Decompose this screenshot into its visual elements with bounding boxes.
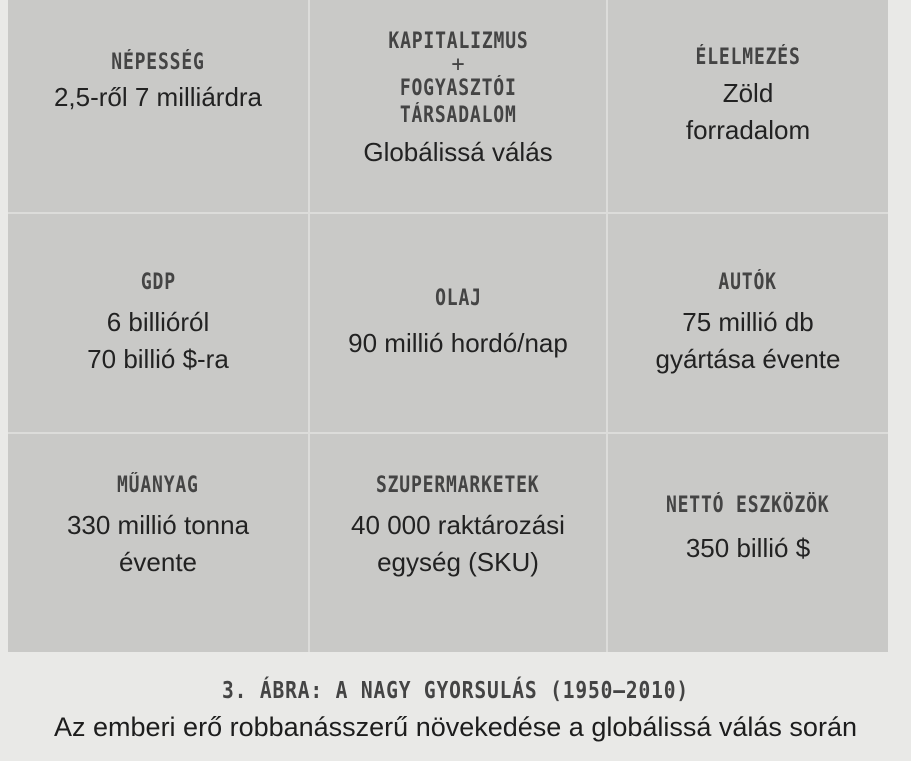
cell-heading: KAPITALIZMUS [387,28,529,54]
cell-value: 90 millió hordó/nap [348,327,568,358]
cell-heading: NÉPESSÉG [111,50,205,76]
cell-plastic [8,434,310,652]
cell-value: gyártása évente [655,343,841,374]
cell-net-assets [608,434,888,652]
cell-value: egység (SKU) [377,546,539,577]
cell-heading: MŰANYAG [117,472,199,498]
cell-value: Globálissá válás [363,136,553,167]
cell-value: 330 millió tonna [66,510,250,541]
cell-value: évente [118,546,198,577]
caption-subtitle: Az emberi erő robbanásszerű növekedése a globálissá válás során [54,711,857,742]
cell-heading: ÉLELMEZÉS [695,44,801,70]
cell-value: forradalom [685,114,811,145]
caption-title: 3. ÁBRA: A NAGY GYORSULÁS (1950–2010) [222,678,689,704]
cell-heading: NETTÓ ESZKÖZÖK [666,493,830,519]
cell-oil [310,214,608,434]
cell-heading: SZUPERMARKETEK [376,472,540,498]
cell-value: 6 billióról [106,307,210,338]
figure-grid [8,0,888,652]
cell-heading: TÁRSADALOM [399,103,517,129]
plus-sign: + [451,52,465,78]
cell-supermarkets [310,434,608,652]
cell-value: 350 billió $ [685,532,811,563]
cell-value: 40 000 raktározási [351,510,565,541]
cell-heading: GDP [140,269,176,295]
cell-food [608,0,888,214]
cell-heading: AUTÓK [718,269,778,295]
cell-heading: OLAJ [434,286,482,312]
cell-gdp [8,214,310,434]
cell-value: Zöld [722,78,774,109]
cell-capitalism [310,0,608,214]
cell-population [8,0,310,214]
cell-value: 2,5-ről 7 milliárdra [53,81,263,112]
figure-caption [0,655,911,745]
cell-heading: FOGYASZTÓI [399,75,517,101]
cell-value: 75 millió db [682,307,814,338]
cell-value: 70 billió $-ra [87,343,229,374]
cell-cars [608,214,888,434]
